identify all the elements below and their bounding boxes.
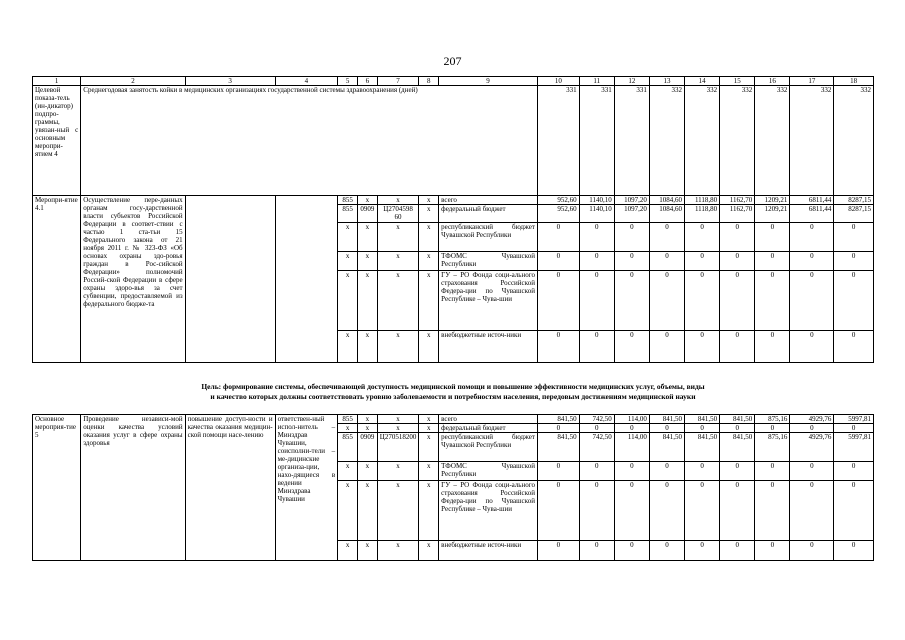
measure-description: Осуществление пере-данных органам госу-дарственной власти субъектов Российской Федерации в соответ-ствии с частью 1 ста-тьи 15 Федерального закона от 21 ноября 2011 г. № 323-ФЗ «Об основах охраны здо-ровья граждан в Рос-сийской Федерации» полномочий Россий-ской Федерации в сфере охраны здоро-вья за счет субвенции, предоставляемой из федерального бюдже-та <box>81 196 185 363</box>
value-cell: 0 <box>834 252 874 271</box>
value-cell: 0 <box>790 252 834 271</box>
value-cell: 0 <box>649 331 684 363</box>
value-cell: 332 <box>649 86 684 196</box>
value-cell: 332 <box>834 86 874 196</box>
value-cell: 742,50 <box>579 433 614 462</box>
value-cell: 0 <box>790 481 834 541</box>
grbs-code: х <box>338 424 358 433</box>
section-code: х <box>357 462 377 481</box>
value-cell: 1118,80 <box>685 196 720 205</box>
value-cell: 952,60 <box>537 196 579 205</box>
expense-type-code: х <box>419 271 439 331</box>
funding-source: ТФОМС Чувашской Республики <box>439 252 538 271</box>
section-code: х <box>357 424 377 433</box>
value-cell: 0 <box>790 462 834 481</box>
value-cell: 841,50 <box>649 433 684 462</box>
funding-source: федеральный бюджет <box>439 205 538 223</box>
expense-type-code: х <box>419 252 439 271</box>
value-cell: 0 <box>685 223 720 252</box>
value-cell: 0 <box>720 481 755 541</box>
expense-type-code: х <box>419 481 439 541</box>
value-cell: 875,16 <box>755 433 790 462</box>
value-cell: 0 <box>649 223 684 252</box>
value-cell: 0 <box>834 541 874 561</box>
target-indicator-label: Целевой показа-тель (ин-дикатор) подпро-граммы, увязан-ный с основным меропри-ятием 4 <box>33 86 81 196</box>
value-cell: 1209,21 <box>755 205 790 223</box>
funding-source: федеральный бюджет <box>439 424 538 433</box>
value-cell: 0 <box>579 424 614 433</box>
value-cell: 0 <box>614 331 649 363</box>
value-cell: 0 <box>755 271 790 331</box>
value-cell: 841,50 <box>537 415 579 424</box>
target-article-code: х <box>377 271 419 331</box>
value-cell: 0 <box>537 223 579 252</box>
value-cell: 0 <box>537 252 579 271</box>
value-cell: 0 <box>537 271 579 331</box>
value-cell: 0 <box>755 331 790 363</box>
target-article-code: Ц270518200 <box>377 433 419 462</box>
value-cell: 0 <box>720 462 755 481</box>
funding-source: ГУ – РО Фонда соци-ального страхования Российской Федера-ции по Чувашской Республике – Чува-шии <box>439 271 538 331</box>
expense-type-code: х <box>419 415 439 424</box>
value-cell: 0 <box>755 223 790 252</box>
value-cell: 0 <box>537 462 579 481</box>
value-cell: 0 <box>720 424 755 433</box>
section-code: х <box>357 331 377 363</box>
col-number: 9 <box>439 77 538 86</box>
expected-result: повышение доступ-ности и качества оказания медицин-ской помощи насе-лению <box>185 415 275 561</box>
main-measure-description: Проведение независи-мой оценки качества условий оказания услуг в сфере охраны здоровья <box>81 415 185 561</box>
value-cell: 0 <box>614 252 649 271</box>
value-cell: 332 <box>720 86 755 196</box>
target-article-code: х <box>377 541 419 561</box>
value-cell: 0 <box>685 541 720 561</box>
value-cell: 0 <box>720 541 755 561</box>
target-article-code: Ц2704598 60 <box>377 205 419 223</box>
budget-table-top <box>32 76 874 363</box>
value-cell: 114,00 <box>614 415 649 424</box>
grbs-code: х <box>338 462 358 481</box>
col-number: 7 <box>377 77 419 86</box>
target-article-code: х <box>377 252 419 271</box>
value-cell: 1084,60 <box>649 205 684 223</box>
target-article-code: х <box>377 415 419 424</box>
value-cell: 841,50 <box>537 433 579 462</box>
value-cell: 0 <box>614 424 649 433</box>
value-cell: 0 <box>755 481 790 541</box>
table-row <box>33 415 874 424</box>
col-number: 12 <box>614 77 649 86</box>
value-cell: 0 <box>537 424 579 433</box>
col-number: 2 <box>81 77 185 86</box>
col-number: 3 <box>185 77 275 86</box>
value-cell: 1209,21 <box>755 196 790 205</box>
value-cell: 0 <box>614 462 649 481</box>
col-number: 4 <box>275 77 338 86</box>
goal-heading <box>32 382 874 402</box>
funding-source: внебюджетные источ-ники <box>439 541 538 561</box>
expense-type-code: х <box>419 205 439 223</box>
section-code: х <box>357 481 377 541</box>
value-cell: 0 <box>614 271 649 331</box>
value-cell: 0 <box>579 252 614 271</box>
value-cell: 0 <box>579 271 614 331</box>
section-code: х <box>357 196 377 205</box>
section-code: 0909 <box>357 205 377 223</box>
value-cell: 875,16 <box>755 415 790 424</box>
value-cell: 114,00 <box>614 433 649 462</box>
expense-type-code: х <box>419 462 439 481</box>
budget-table-bottom <box>32 414 874 561</box>
col-number: 14 <box>685 77 720 86</box>
value-cell: 1162,70 <box>720 205 755 223</box>
section-code: х <box>357 271 377 331</box>
value-cell: 0 <box>834 481 874 541</box>
target-indicator-description: Среднегодовая занятость койки в медицинских организациях государственной системы здравоохранения (дней) <box>81 86 538 196</box>
value-cell: 0 <box>537 541 579 561</box>
value-cell: 1140,10 <box>579 205 614 223</box>
col-number: 6 <box>357 77 377 86</box>
value-cell: 0 <box>720 331 755 363</box>
value-cell: 0 <box>685 424 720 433</box>
responsible-executor: ответствен-ный испол-нитель – Минздрав Чувашии, соисполни-тели – ме-дицинские организа-ции, нахо-дящиеся в ведении Минздрава Чувашии <box>275 415 338 561</box>
expense-type-code: х <box>419 433 439 462</box>
value-cell: 0 <box>834 331 874 363</box>
value-cell: 0 <box>685 462 720 481</box>
column-number-row <box>33 77 874 86</box>
col-number: 17 <box>790 77 834 86</box>
value-cell: 4929,76 <box>790 415 834 424</box>
value-cell: 0 <box>579 223 614 252</box>
value-cell: 1140,10 <box>579 196 614 205</box>
value-cell: 0 <box>649 252 684 271</box>
value-cell: 0 <box>790 331 834 363</box>
section-code: х <box>357 541 377 561</box>
goal-line: Цель: формирование системы, обеспечивающей доступность медицинской помощи и повышение эффективности медицинских услуг, объемы, виды <box>201 382 705 391</box>
value-cell: 0 <box>834 462 874 481</box>
target-article-code: х <box>377 331 419 363</box>
goal-line: и качество которых должны соответствовать уровню заболеваемости и потребностям населения, передовым достижениям медицинской науки <box>210 392 696 401</box>
value-cell: 6811,44 <box>790 205 834 223</box>
value-cell: 332 <box>685 86 720 196</box>
funding-source: всего <box>439 415 538 424</box>
section-code: х <box>357 252 377 271</box>
col-number: 11 <box>579 77 614 86</box>
value-cell: 0 <box>685 481 720 541</box>
value-cell: 0 <box>755 252 790 271</box>
target-article-code: х <box>377 481 419 541</box>
target-indicator-row <box>33 86 874 196</box>
value-cell: 952,60 <box>537 205 579 223</box>
expense-type-code: х <box>419 196 439 205</box>
value-cell: 742,50 <box>579 415 614 424</box>
grbs-code: 855 <box>338 415 358 424</box>
funding-source: республиканский бюджет Чувашской Республики <box>439 223 538 252</box>
target-article-code: х <box>377 424 419 433</box>
col-number: 13 <box>649 77 684 86</box>
value-cell: 841,50 <box>685 415 720 424</box>
value-cell: 0 <box>685 331 720 363</box>
funding-source: ГУ – РО Фонда соци-ального страхования Российской Федера-ции по Чувашской Республике – Чува-шии <box>439 481 538 541</box>
target-article-code: х <box>377 223 419 252</box>
empty-cell <box>275 196 338 363</box>
value-cell: 0 <box>537 331 579 363</box>
col-number: 15 <box>720 77 755 86</box>
value-cell: 8287,15 <box>834 196 874 205</box>
value-cell: 1097,20 <box>614 205 649 223</box>
value-cell: 0 <box>720 252 755 271</box>
value-cell: 0 <box>755 462 790 481</box>
empty-cell <box>185 196 275 363</box>
col-number: 8 <box>419 77 439 86</box>
col-number: 18 <box>834 77 874 86</box>
value-cell: 0 <box>755 424 790 433</box>
main-measure-label: Основное мероприя-тие 5 <box>33 415 81 561</box>
grbs-code: х <box>338 252 358 271</box>
grbs-code: х <box>338 541 358 561</box>
value-cell: 0 <box>790 541 834 561</box>
value-cell: 0 <box>579 462 614 481</box>
value-cell: 5997,81 <box>834 433 874 462</box>
value-cell: 331 <box>537 86 579 196</box>
grbs-code: х <box>338 481 358 541</box>
value-cell: 841,50 <box>720 433 755 462</box>
value-cell: 0 <box>720 271 755 331</box>
value-cell: 332 <box>755 86 790 196</box>
target-article-code: х <box>377 196 419 205</box>
value-cell: 0 <box>790 424 834 433</box>
col-number: 1 <box>33 77 81 86</box>
value-cell: 0 <box>790 271 834 331</box>
value-cell: 0 <box>755 541 790 561</box>
grbs-code: х <box>338 271 358 331</box>
value-cell: 0 <box>614 223 649 252</box>
value-cell: 0 <box>649 541 684 561</box>
expense-type-code: х <box>419 424 439 433</box>
measure-label: Меропри-ятие 4.1 <box>33 196 81 363</box>
value-cell: 8287,15 <box>834 205 874 223</box>
value-cell: 841,50 <box>685 433 720 462</box>
value-cell: 0 <box>685 252 720 271</box>
value-cell: 1084,60 <box>649 196 684 205</box>
section-code: 0909 <box>357 433 377 462</box>
funding-source: всего <box>439 196 538 205</box>
value-cell: 332 <box>790 86 834 196</box>
value-cell: 331 <box>579 86 614 196</box>
value-cell: 0 <box>834 424 874 433</box>
grbs-code: х <box>338 223 358 252</box>
value-cell: 0 <box>579 481 614 541</box>
value-cell: 5997,81 <box>834 415 874 424</box>
value-cell: 1097,20 <box>614 196 649 205</box>
value-cell: 0 <box>834 223 874 252</box>
expense-type-code: х <box>419 331 439 363</box>
value-cell: 0 <box>649 481 684 541</box>
value-cell: 1162,70 <box>720 196 755 205</box>
grbs-code: 855 <box>338 433 358 462</box>
page-number: 207 <box>443 54 462 68</box>
value-cell: 841,50 <box>649 415 684 424</box>
value-cell: 0 <box>649 462 684 481</box>
grbs-code: х <box>338 331 358 363</box>
funding-source: республиканский бюджет Чувашской Республики <box>439 433 538 462</box>
value-cell: 4929,76 <box>790 433 834 462</box>
table-row <box>33 196 874 205</box>
value-cell: 0 <box>720 223 755 252</box>
value-cell: 0 <box>649 271 684 331</box>
expense-type-code: х <box>419 223 439 252</box>
value-cell: 1118,80 <box>685 205 720 223</box>
grbs-code: 855 <box>338 196 358 205</box>
value-cell: 0 <box>790 223 834 252</box>
section-code: х <box>357 223 377 252</box>
value-cell: 0 <box>579 541 614 561</box>
col-number: 16 <box>755 77 790 86</box>
value-cell: 0 <box>614 541 649 561</box>
expense-type-code: х <box>419 541 439 561</box>
value-cell: 0 <box>685 271 720 331</box>
section-code: х <box>357 415 377 424</box>
grbs-code: 855 <box>338 205 358 223</box>
value-cell: 0 <box>614 481 649 541</box>
value-cell: 0 <box>579 331 614 363</box>
value-cell: 0 <box>834 271 874 331</box>
value-cell: 0 <box>537 481 579 541</box>
value-cell: 841,50 <box>720 415 755 424</box>
col-number: 5 <box>338 77 358 86</box>
funding-source: ТФОМС Чувашской Республики <box>439 462 538 481</box>
funding-source: внебюджетные источ-ники <box>439 331 538 363</box>
value-cell: 0 <box>649 424 684 433</box>
value-cell: 6811,44 <box>790 196 834 205</box>
target-article-code: х <box>377 462 419 481</box>
value-cell: 331 <box>614 86 649 196</box>
col-number: 10 <box>537 77 579 86</box>
